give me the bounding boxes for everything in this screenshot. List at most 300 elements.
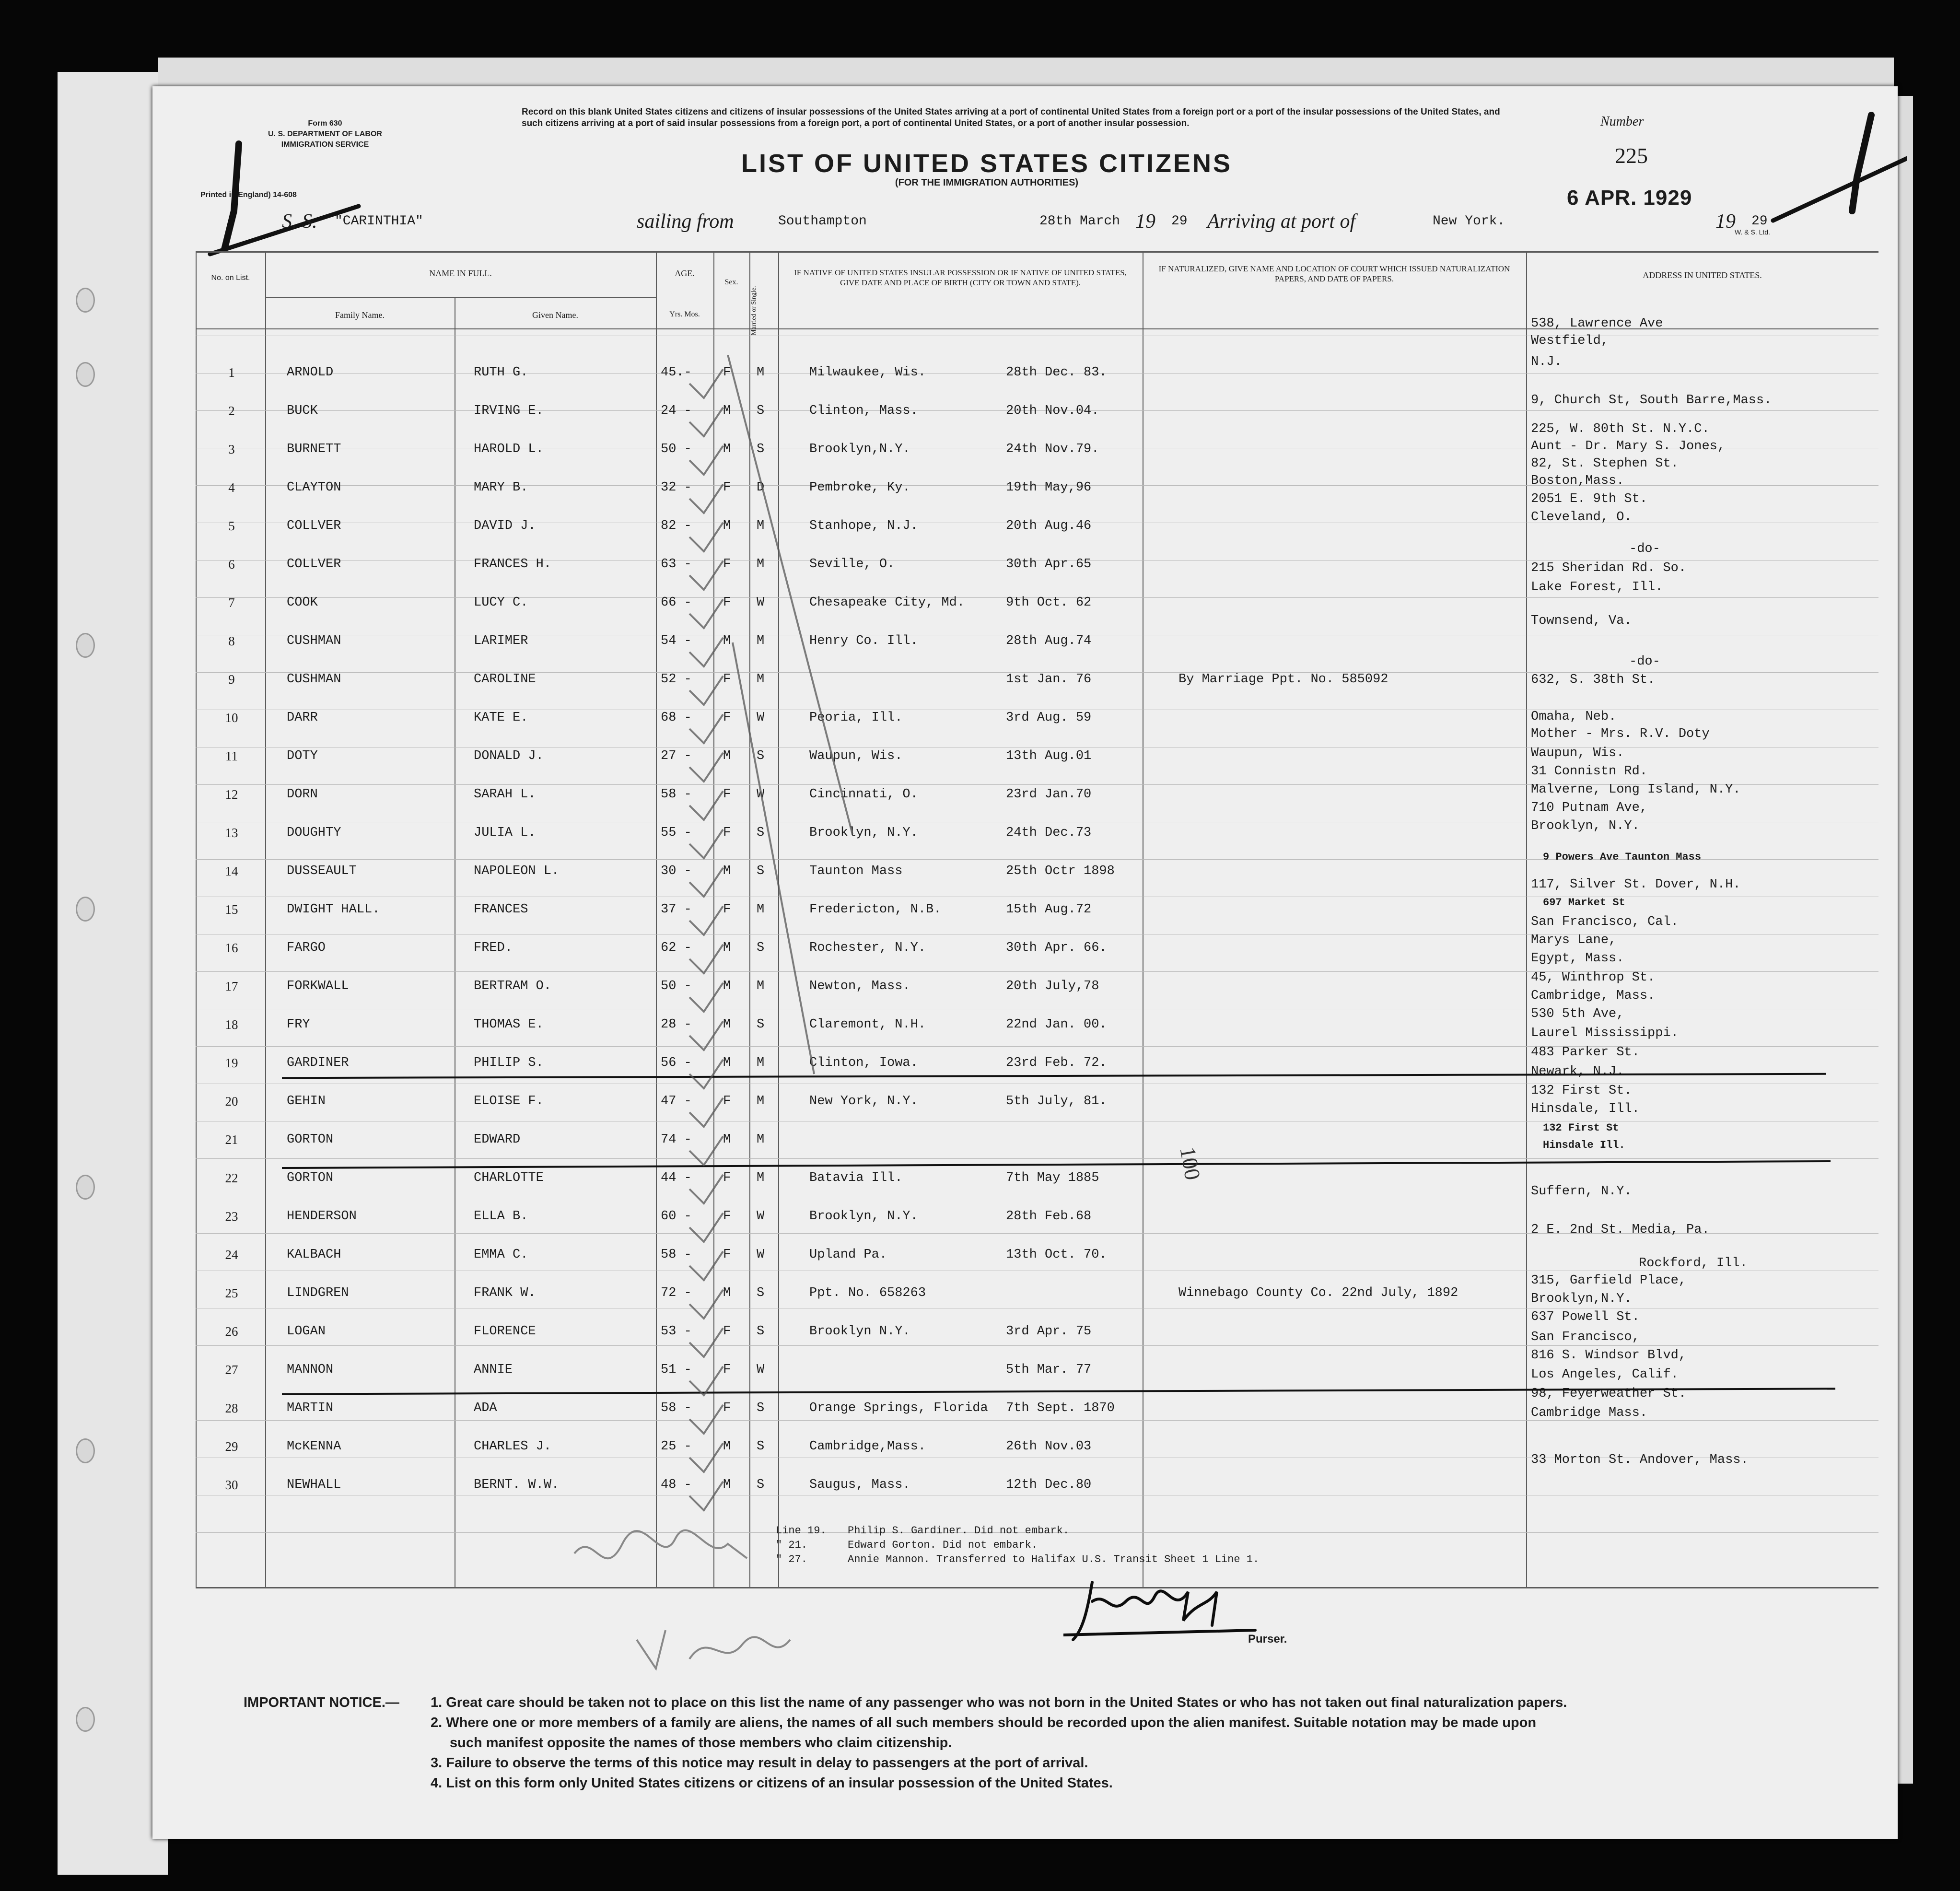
row-number: 18 — [225, 1017, 238, 1032]
address-line: 9, Church St, South Barre,Mass. — [1531, 393, 1772, 408]
address-line: Suffern, N.Y. — [1531, 1184, 1632, 1199]
sail-year-prefix: 19 — [1135, 210, 1155, 233]
birth-date: 20th Nov.04. — [1006, 404, 1099, 418]
family-name: FARGO — [287, 941, 326, 955]
birth-place: Seville, O. — [809, 557, 895, 572]
address-line: Malverne, Long Island, N.Y. — [1531, 782, 1741, 797]
table-row — [152, 1122, 1898, 1160]
col-header-sex: Sex. — [724, 278, 738, 286]
address-line: 315, Garfield Place, — [1531, 1273, 1687, 1288]
row-number: 23 — [225, 1209, 238, 1224]
sex: F — [723, 1209, 731, 1224]
family-name: COOK — [287, 595, 318, 610]
notice-item-2: 2. Where one or more members of a family are aliens, the names of all such members should be recorded upon the alien manifest. Suitable notation may be made upon — [431, 1715, 1537, 1730]
address-line: 215 Sheridan Rd. So. — [1531, 561, 1687, 575]
punch-hole — [76, 288, 95, 313]
sex: F — [723, 480, 731, 495]
family-name: GORTON — [287, 1132, 334, 1147]
address-line: Brooklyn, N.Y. — [1531, 819, 1640, 833]
row-number: 4 — [228, 480, 235, 495]
sex: F — [723, 1324, 731, 1339]
underlying-page-left — [58, 72, 168, 1875]
address-line: Laurel Mississippi. — [1531, 1026, 1679, 1040]
birth-date: 1st Jan. 76 — [1006, 672, 1092, 687]
pencil-tick-marks — [670, 355, 862, 1582]
family-name: COLLVER — [287, 519, 341, 533]
birth-place: New York, N.Y. — [809, 1094, 918, 1109]
arriving-port: New York. — [1433, 214, 1505, 229]
marital-status: M — [757, 672, 765, 687]
age: 63 - — [661, 557, 692, 572]
age: 74 - — [661, 1132, 692, 1147]
address-line: San Francisco, — [1531, 1330, 1640, 1344]
row-number: 11 — [225, 749, 238, 763]
address-line: Aunt - Dr. Mary S. Jones, — [1531, 439, 1726, 454]
page-subtitle: (FOR THE IMMIGRATION AUTHORITIES) — [895, 177, 1079, 188]
birth-place: Cambridge,Mass. — [809, 1439, 926, 1454]
age: 58 - — [661, 787, 692, 802]
marital-status: S — [757, 826, 765, 840]
family-name: GEHIN — [287, 1094, 326, 1109]
birth-place: Orange Springs, Florida — [809, 1401, 988, 1415]
age: 53 - — [661, 1324, 692, 1339]
sex: M — [723, 1439, 731, 1454]
birth-place: Clinton, Mass. — [809, 404, 918, 418]
given-name: NAPOLEON L. — [474, 864, 560, 878]
address-line: 710 Putnam Ave, — [1531, 801, 1648, 815]
sex: F — [723, 711, 731, 725]
address-line: Marys Lane, — [1531, 933, 1617, 947]
birth-place: Peoria, Ill. — [809, 711, 903, 725]
row-number: 27 — [225, 1363, 238, 1377]
birth-date: 7th Sept. 1870 — [1006, 1401, 1115, 1415]
address-line: 2051 E. 9th St. — [1531, 492, 1648, 506]
marital-status: S — [757, 1478, 765, 1492]
age: 55 - — [661, 826, 692, 840]
sex: F — [723, 826, 731, 840]
given-name: SARAH L. — [474, 787, 536, 802]
family-name: BURNETT — [287, 442, 341, 456]
given-name: IRVING E. — [474, 404, 544, 418]
family-name: MARTIN — [287, 1401, 334, 1415]
address-line: 697 Market St — [1543, 897, 1625, 909]
table-row — [152, 1237, 1898, 1275]
address-line: Cambridge Mass. — [1531, 1406, 1648, 1420]
marital-status: S — [757, 749, 765, 763]
age: 72 - — [661, 1286, 692, 1300]
age: 60 - — [661, 1209, 692, 1224]
notice-heading: IMPORTANT NOTICE.— — [244, 1695, 399, 1710]
notice-item-3: 3. Failure to observe the terms of this notice may result in delay to passengers at the port of arrival. — [431, 1755, 1088, 1771]
birth-date: 24th Dec.73 — [1006, 826, 1092, 840]
row-number: 9 — [228, 672, 235, 687]
sex: M — [723, 749, 731, 763]
age: 50 - — [661, 979, 692, 993]
family-name: NEWHALL — [287, 1478, 341, 1492]
family-name: GORTON — [287, 1171, 334, 1185]
address-line: N.J. — [1531, 355, 1562, 369]
birth-date: 20th July,78 — [1006, 979, 1099, 993]
birth-date: 28th Feb.68 — [1006, 1209, 1092, 1224]
arrival-year-suffix: 29 — [1751, 214, 1768, 229]
printer-mark: W. & S. Ltd. — [1735, 228, 1770, 236]
address-line: Newark, N.J. — [1531, 1064, 1624, 1079]
printer-note: Printed in England) 14-608 — [200, 191, 297, 199]
row-number: 7 — [228, 595, 235, 610]
family-name: COLLVER — [287, 557, 341, 572]
given-name: HAROLD L. — [474, 442, 544, 456]
marital-status: W — [757, 711, 765, 725]
sex: M — [723, 442, 731, 456]
address-line: Rockford, Ill. — [1639, 1256, 1748, 1271]
age: 32 - — [661, 480, 692, 495]
family-name: ARNOLD — [287, 365, 334, 380]
pencil-scribble — [565, 1525, 808, 1683]
intro-text: Record on this blank United States citizens and citizens of insular possessions of the United States arriving at a port of continental United States from a foreign port or a port of the insular possessions of the United States, and such citizens arriving at a port of said insular possessions from a foreign port, a port of continental United States, or a port of another insular possession. — [522, 107, 1500, 128]
birth-date: 12th Dec.80 — [1006, 1478, 1092, 1492]
given-name: EDWARD — [474, 1132, 521, 1147]
address-line: Hinsdale, Ill. — [1531, 1102, 1640, 1116]
address-line: San Francisco, Cal. — [1531, 915, 1679, 929]
naturalization: By Marriage Ppt. No. 585092 — [1178, 672, 1388, 687]
marital-status: M — [757, 365, 765, 380]
given-name: KATE E. — [474, 711, 528, 725]
sex: F — [723, 1401, 731, 1415]
sex: M — [723, 1017, 731, 1032]
birth-place: Batavia Ill. — [809, 1171, 903, 1185]
row-number: 5 — [228, 519, 235, 533]
age: 47 - — [661, 1094, 692, 1109]
birth-date: 22nd Jan. 00. — [1006, 1017, 1107, 1032]
col-header-given: Given Name. — [532, 310, 578, 320]
address-line: Egypt, Mass. — [1531, 951, 1624, 966]
address-line: 33 Morton St. Andover, Mass. — [1531, 1453, 1749, 1467]
arrival-year-prefix: 19 — [1715, 210, 1736, 233]
given-name: BERTRAM O. — [474, 979, 552, 993]
birth-date: 23rd Jan.70 — [1006, 787, 1092, 802]
family-name: MANNON — [287, 1363, 334, 1377]
row-number: 22 — [225, 1171, 238, 1185]
family-name: GARDINER — [287, 1056, 349, 1070]
age: 62 - — [661, 941, 692, 955]
birth-place: Saugus, Mass. — [809, 1478, 910, 1492]
age: 44 - — [661, 1171, 692, 1185]
given-name: RUTH G. — [474, 365, 528, 380]
age: 24 - — [661, 404, 692, 418]
address-line: Brooklyn,N.Y. — [1531, 1292, 1632, 1306]
marital-status: M — [757, 557, 765, 572]
row-number: 20 — [225, 1094, 238, 1109]
age: 37 - — [661, 902, 692, 917]
given-name: DAVID J. — [474, 519, 536, 533]
given-name: CAROLINE — [474, 672, 536, 687]
sailing-from-label: sailing from — [637, 210, 734, 233]
address-line: Boston,Mass. — [1531, 474, 1624, 488]
given-name: PHILIP S. — [474, 1056, 544, 1070]
sex: F — [723, 1171, 731, 1185]
birth-place: Stanhope, N.J. — [809, 519, 918, 533]
marital-status: M — [757, 634, 765, 648]
birth-date: 3rd Apr. 75 — [1006, 1324, 1092, 1339]
marital-status: S — [757, 1439, 765, 1454]
sex: M — [723, 1056, 731, 1070]
address-line: -do- — [1629, 654, 1660, 669]
given-name: FRANK W. — [474, 1286, 536, 1300]
age: 56 - — [661, 1056, 692, 1070]
note-label: Line 19. — [776, 1525, 827, 1537]
birth-place: Fredericton, N.B. — [809, 902, 942, 917]
birth-place: Brooklyn,N.Y. — [809, 442, 910, 456]
birth-place: Taunton Mass — [809, 864, 903, 878]
page-title: LIST OF UNITED STATES CITIZENS — [741, 149, 1232, 178]
row-number: 15 — [225, 902, 238, 917]
sex: F — [723, 787, 731, 802]
address-line: 483 Parker St. — [1531, 1045, 1640, 1060]
family-name: HENDERSON — [287, 1209, 357, 1224]
address-line: 98, Feyerweather St. — [1531, 1387, 1687, 1401]
birth-date: 7th May 1885 — [1006, 1171, 1099, 1185]
age: 82 - — [661, 519, 692, 533]
col-header-age: AGE. — [675, 268, 695, 278]
family-name: DUSSEAULT — [287, 864, 357, 878]
birth-date: 5th July, 81. — [1006, 1094, 1107, 1109]
given-name: BERNT. W.W. — [474, 1478, 560, 1492]
birth-date: 9th Oct. 62 — [1006, 595, 1092, 610]
given-name: JULIA L. — [474, 826, 536, 840]
address-line: Hinsdale Ill. — [1543, 1139, 1625, 1151]
notice-item-1: 1. Great care should be taken not to place on this list the name of any passenger who was not born in the United States or who has not taken out final naturalization papers. — [431, 1695, 1567, 1710]
form-number: Form 630 — [308, 119, 342, 128]
sex: F — [723, 672, 731, 687]
sex: M — [723, 941, 731, 955]
address-line: 2 E. 2nd St. Media, Pa. — [1531, 1223, 1710, 1237]
age: 58 - — [661, 1248, 692, 1262]
row-number: 1 — [228, 365, 235, 380]
sex: M — [723, 979, 731, 993]
given-name: ANNIE — [474, 1363, 513, 1377]
birth-place: Pembroke, Ky. — [809, 480, 910, 495]
row-number: 2 — [228, 404, 235, 418]
row-number: 30 — [225, 1478, 238, 1492]
address-line: -do- — [1629, 542, 1660, 556]
birth-place: Clinton, Iowa. — [809, 1056, 918, 1070]
birth-date: 30th Apr.65 — [1006, 557, 1092, 572]
address-line: 9 Powers Ave Taunton Mass — [1543, 851, 1702, 863]
punch-hole — [76, 1707, 95, 1732]
age: 27 - — [661, 749, 692, 763]
marital-status: S — [757, 941, 765, 955]
sex: F — [723, 902, 731, 917]
row-number: 29 — [225, 1439, 238, 1454]
family-name: DORN — [287, 787, 318, 802]
table-row — [152, 508, 1898, 547]
age: 50 - — [661, 442, 692, 456]
age: 58 - — [661, 1401, 692, 1415]
manifest-sheet — [152, 86, 1898, 1839]
birth-place: Claremont, N.H. — [809, 1017, 926, 1032]
note-label: " 21. — [776, 1539, 808, 1551]
given-name: LARIMER — [474, 634, 528, 648]
purser-label: Purser. — [1248, 1633, 1287, 1646]
date-stamp: 6 APR. 1929 — [1567, 186, 1692, 210]
marital-status: M — [757, 519, 765, 533]
note-label: " 27. — [776, 1553, 808, 1565]
birth-date: 30th Apr. 66. — [1006, 941, 1107, 955]
age: 30 - — [661, 864, 692, 878]
birth-place: Cincinnati, O. — [809, 787, 918, 802]
birth-date: 26th Nov.03 — [1006, 1439, 1092, 1454]
number-value: 225 — [1615, 143, 1648, 168]
marital-status: W — [757, 1363, 765, 1377]
birth-date: 28th Dec. 83. — [1006, 365, 1107, 380]
marital-status: W — [757, 1209, 765, 1224]
family-name: CLAYTON — [287, 480, 341, 495]
punch-hole — [76, 897, 95, 922]
address-line: 538, Lawrence Ave — [1531, 316, 1663, 331]
marital-status: S — [757, 404, 765, 418]
given-name: LUCY C. — [474, 595, 528, 610]
given-name: THOMAS E. — [474, 1017, 544, 1032]
sail-date: 28th March — [1039, 214, 1120, 229]
row-number: 24 — [225, 1248, 238, 1262]
age: 28 - — [661, 1017, 692, 1032]
table-row — [152, 355, 1898, 393]
notice-item-4: 4. List on this form only United States citizens or citizens of an insular possession of the United States. — [431, 1775, 1113, 1791]
address-line: 632, S. 38th St. — [1531, 673, 1656, 687]
sex: M — [723, 404, 731, 418]
birth-place: Chesapeake City, Md. — [809, 595, 965, 610]
birth-place: Brooklyn N.Y. — [809, 1324, 910, 1339]
family-name: DWIGHT HALL. — [287, 902, 380, 917]
address-line: Los Angeles, Calif. — [1531, 1367, 1679, 1382]
birth-place: Brooklyn, N.Y. — [809, 1209, 918, 1224]
note-text: Edward Gorton. Did not embark. — [848, 1539, 1038, 1551]
punch-hole — [76, 633, 95, 658]
given-name: FRED. — [474, 941, 513, 955]
sex: M — [723, 634, 731, 648]
address-line: 82, St. Stephen St. — [1531, 456, 1679, 471]
age: 45.- — [661, 365, 692, 380]
birth-place: Upland Pa. — [809, 1248, 887, 1262]
age: 52 - — [661, 672, 692, 687]
marital-status: M — [757, 1094, 765, 1109]
marital-status: S — [757, 1401, 765, 1415]
row-number: 25 — [225, 1286, 238, 1300]
arriving-label: Arriving at port of — [1207, 210, 1356, 233]
family-name: CUSHMAN — [287, 672, 341, 687]
birth-date: 15th Aug.72 — [1006, 902, 1092, 917]
marital-status: M — [757, 1171, 765, 1185]
address-line: Waupun, Wis. — [1531, 746, 1624, 760]
marital-status: D — [757, 480, 765, 495]
row-number: 28 — [225, 1401, 238, 1415]
given-name: EMMA C. — [474, 1248, 528, 1262]
purser-signature — [1063, 1573, 1265, 1654]
department-name: U. S. DEPARTMENT OF LABOR — [268, 130, 382, 138]
sailing-from-value: Southampton — [778, 214, 867, 229]
sex: M — [723, 864, 731, 878]
marital-status: W — [757, 595, 765, 610]
birth-place: Brooklyn, N.Y. — [809, 826, 918, 840]
name-sub-rule — [265, 297, 656, 298]
col-header-married: Married or Single. — [750, 286, 758, 336]
age: 51 - — [661, 1363, 692, 1377]
col-header-naturalized: IF NATURALIZED, GIVE NAME AND LOCATION OF COURT WHICH ISSUED NATURALIZATION PAPERS, AND DATE OF PAPERS. — [1158, 264, 1510, 283]
col-header-no: No. on List. — [211, 274, 250, 282]
marital-status: S — [757, 1324, 765, 1339]
row-number: 10 — [225, 711, 238, 725]
sex: F — [723, 557, 731, 572]
sex: F — [723, 1248, 731, 1262]
given-name: FRANCES — [474, 902, 528, 917]
address-line: Mother - Mrs. R.V. Doty — [1531, 727, 1710, 741]
sex: F — [723, 365, 731, 380]
birth-place: Milwaukee, Wis. — [809, 365, 926, 380]
marital-status: M — [757, 902, 765, 917]
address-line: 225, W. 80th St. N.Y.C. — [1531, 422, 1710, 436]
given-name: FRANCES H. — [474, 557, 552, 572]
marital-status: W — [757, 787, 765, 802]
col-header-family: Family Name. — [335, 310, 385, 320]
col-header-name: NAME IN FULL. — [429, 268, 492, 278]
given-name: CHARLOTTE — [474, 1171, 544, 1185]
table-row — [152, 1467, 1898, 1506]
col-header-address: ADDRESS IN UNITED STATES. — [1643, 270, 1762, 280]
punch-hole — [76, 362, 95, 387]
family-name: FORKWALL — [287, 979, 349, 993]
row-number: 6 — [228, 557, 235, 572]
sex: M — [723, 1132, 731, 1147]
address-line: Lake Forest, Ill. — [1531, 580, 1663, 595]
birth-date: 28th Aug.74 — [1006, 634, 1092, 648]
age: 68 - — [661, 711, 692, 725]
sex: F — [723, 1094, 731, 1109]
given-name: FLORENCE — [474, 1324, 536, 1339]
row-number: 21 — [225, 1132, 238, 1147]
row-number: 17 — [225, 979, 238, 993]
marital-status: M — [757, 979, 765, 993]
birth-place: Ppt. No. 658263 — [809, 1286, 926, 1300]
col-header-birth: IF NATIVE OF UNITED STATES INSULAR POSSESSION OR IF NATIVE OF UNITED STATES, GIVE DATE AND PLACE OF BIRTH (CITY OR TOWN AND STATE). — [794, 268, 1127, 287]
sex: M — [723, 1478, 731, 1492]
family-name: LOGAN — [287, 1324, 326, 1339]
birth-place: Henry Co. Ill. — [809, 634, 918, 648]
age: 25 - — [661, 1439, 692, 1454]
family-name: DARR — [287, 711, 318, 725]
address-line: Cleveland, O. — [1531, 510, 1632, 525]
given-name: ELOISE F. — [474, 1094, 544, 1109]
address-line: 530 5th Ave, — [1531, 1007, 1624, 1021]
family-name: CUSHMAN — [287, 634, 341, 648]
given-name: ELLA B. — [474, 1209, 528, 1224]
pencil-mark-left — [205, 134, 368, 259]
family-name: KALBACH — [287, 1248, 341, 1262]
address-line: Townsend, Va. — [1531, 614, 1632, 628]
address-line: 31 Connistn Rd. — [1531, 764, 1648, 779]
address-line: Cambridge, Mass. — [1531, 989, 1656, 1003]
marital-status: S — [757, 864, 765, 878]
row-number: 13 — [225, 826, 238, 840]
row-number: 16 — [225, 941, 238, 955]
family-name: DOUGHTY — [287, 826, 341, 840]
family-name: BUCK — [287, 404, 318, 418]
sex: M — [723, 1286, 731, 1300]
sex: M — [723, 519, 731, 533]
address-line: 45, Winthrop St. — [1531, 970, 1656, 985]
row-number: 14 — [225, 864, 238, 878]
given-name: DONALD J. — [474, 749, 544, 763]
family-name: LINDGREN — [287, 1286, 349, 1300]
